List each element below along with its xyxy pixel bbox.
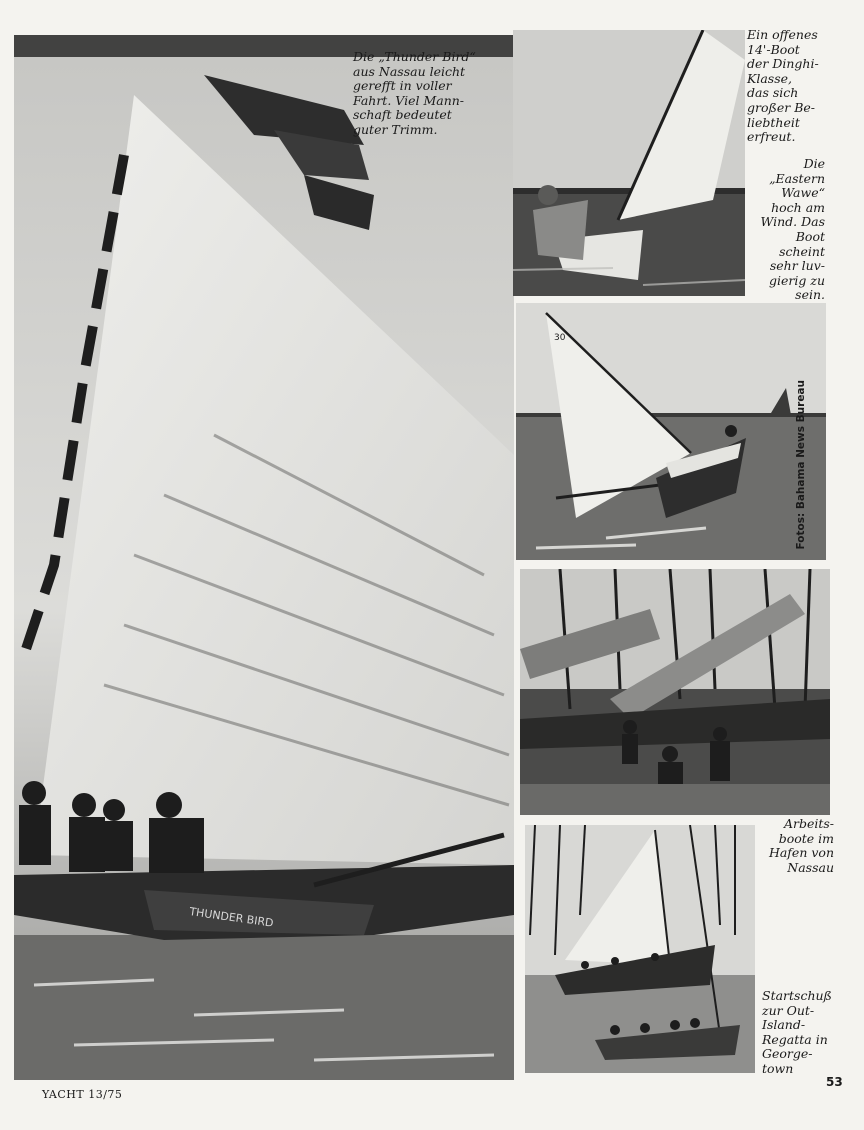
photo-startschuss xyxy=(525,825,755,1073)
photo-dinghi xyxy=(513,30,745,296)
caption-eastern-wawe: Die „Eastern Wawe“ hoch am Wind. Das Boot scheint sehr luv- gierig zu sein. xyxy=(760,156,825,303)
caption-dinghi: Ein offenes 14'-Boot der Dinghi- Klasse, das sich großer Be- liebtheit erfreut. xyxy=(747,27,819,145)
hull-name-text: THUNDER BIRD xyxy=(188,905,275,930)
footer-magazine: YACHT 13/75 xyxy=(42,1088,123,1101)
photo-thunder-bird xyxy=(14,35,514,1080)
caption-arbeitsboote: Arbeits- boote im Hafen von Nassau xyxy=(768,816,834,875)
photo-credit: Fotos: Bahama News Bureau xyxy=(795,380,807,550)
photo-arbeitsboote xyxy=(520,569,830,815)
page-number: 53 xyxy=(826,1075,843,1089)
caption-thunder-bird: Die „Thunder Bird“ aus Nassau leicht gerefft in voller Fahrt. Viel Mann- schaft bedeutet guter Trimm. xyxy=(353,49,476,137)
caption-startschuss: Startschuß zur Out- Island- Regatta in George- town xyxy=(762,988,832,1076)
photo-eastern-wawe xyxy=(516,303,826,560)
sail-number-text: 30 xyxy=(554,333,566,343)
